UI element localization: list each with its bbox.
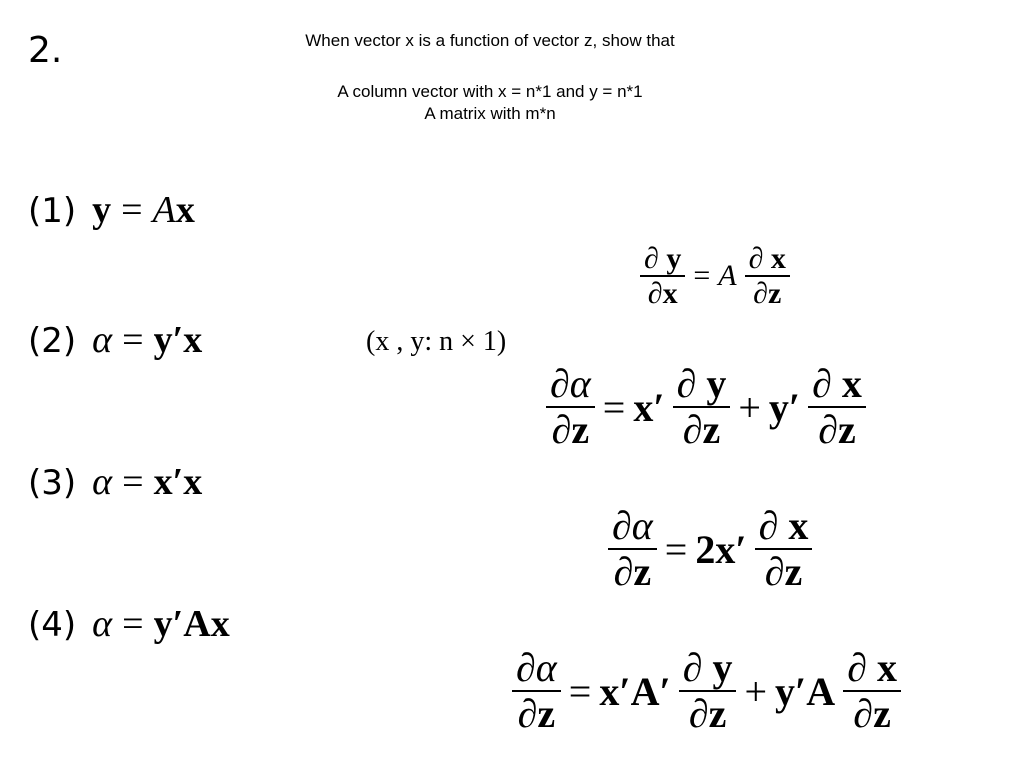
term: y′A [775,668,836,714]
fraction [546,362,595,452]
equals-sign: = [693,259,711,292]
fraction [755,504,813,594]
equals-sign: = [121,189,143,231]
equals-sign: = [122,461,144,503]
header-line-2: A column vector with x = n*1 and y = n*1 [337,82,643,101]
numerator: ∂ y [644,242,682,275]
equals-sign: = [664,526,688,572]
equals-sign: = [122,319,144,361]
slide-number: 2. [28,30,63,71]
denominator: ∂z [853,691,891,736]
result-3 [604,504,816,594]
equation-rhs-term: A [152,189,176,231]
equation-1 [28,188,195,232]
result-2 [542,362,870,452]
denominator: ∂x [647,277,678,310]
equation-rhs-vector: x [183,461,203,503]
coefficient: A [718,259,737,292]
equation-rhs-vector: x [210,603,230,645]
term: 2x′ [695,526,747,572]
equation-label: (3) [28,463,77,503]
numerator: ∂ x [758,503,809,548]
problem-statement [260,30,720,125]
plus-sign: + [744,668,768,714]
denominator: ∂z [517,691,556,736]
fraction [512,646,561,736]
result-1 [636,242,794,310]
numerator: ∂ x [812,361,862,406]
fraction [808,362,866,452]
equation-3 [28,460,202,504]
equation-lhs: y [92,189,112,231]
equation-rhs-vector: x [175,189,195,231]
equals-sign: = [122,603,144,645]
denominator: ∂z [688,691,727,736]
header-line-3: A matrix with m*n [424,104,556,123]
fraction [673,362,731,452]
equation-rhs-term: y′ [153,319,184,361]
numerator: ∂α [550,361,591,406]
equation-4 [28,602,230,646]
equation-rhs-vector: x [183,319,203,361]
denominator: ∂z [613,549,652,594]
term: x′ [633,384,665,430]
fraction [608,504,657,594]
fraction [640,242,685,310]
denominator: ∂z [682,407,721,452]
fraction [745,242,790,310]
equation-lhs: α [92,319,113,361]
numerator: ∂ x [748,242,786,275]
equation-2 [28,318,202,362]
equation-rhs-term: y′A [153,603,211,645]
numerator: ∂ y [676,361,727,406]
fraction [843,646,901,736]
numerator: ∂α [516,645,557,690]
plus-sign: + [738,384,761,430]
denominator: ∂z [764,549,803,594]
equals-sign: = [568,668,592,714]
denominator: ∂z [818,407,856,452]
term: y′ [768,384,801,430]
numerator: ∂ y [682,645,733,690]
dimension-note: (x , y: n × 1) [366,326,507,357]
denominator: ∂z [753,277,782,310]
numerator: ∂ x [847,645,897,690]
equals-sign: = [602,384,626,430]
equation-label: (2) [28,321,77,361]
numerator: ∂α [612,503,653,548]
equation-label: (1) [28,191,77,231]
equation-lhs: α [92,461,113,503]
term: x′A′ [599,668,671,714]
header-line-1: When vector x is a function of vector z, show that [305,31,675,50]
equation-lhs: α [92,603,113,645]
result-4 [508,646,905,736]
equation-rhs-term: x′ [153,461,184,503]
denominator: ∂z [551,407,590,452]
equation-label: (4) [28,605,77,645]
fraction [679,646,737,736]
